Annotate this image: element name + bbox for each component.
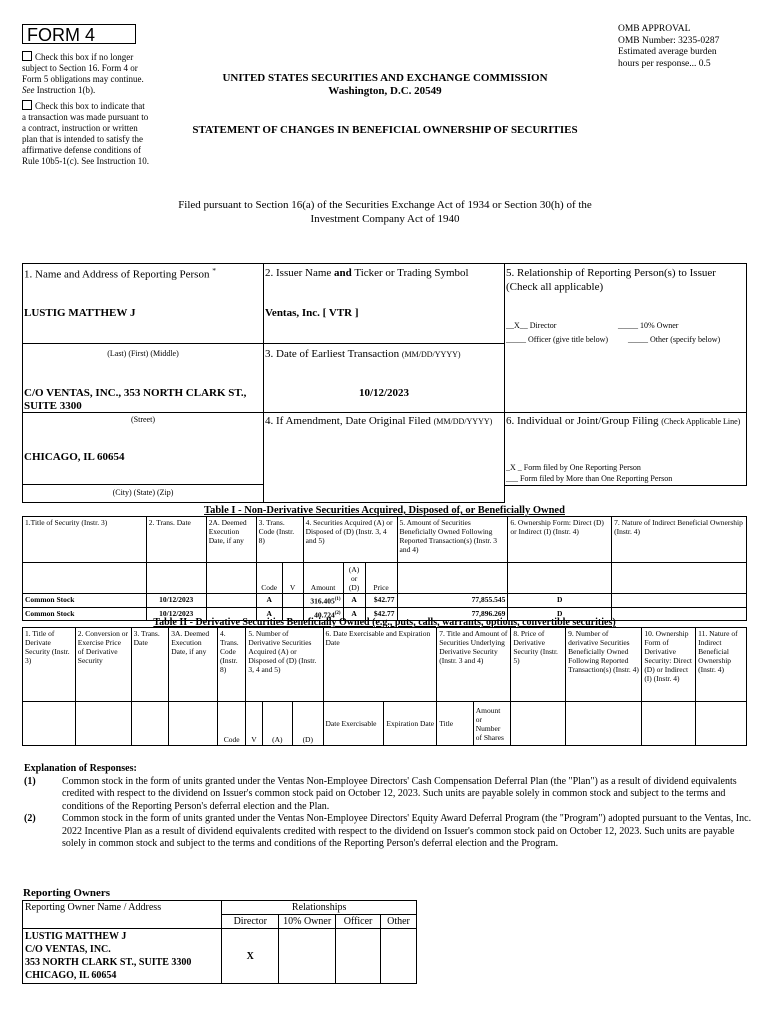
- t2-sub-a: (A): [262, 702, 292, 746]
- t2-h-nature: 11. Nature of Indirect Beneficial Ownership (Instr. 4): [696, 628, 747, 702]
- t2-h-underlying: 7. Title and Amount of Securities Underlying Derivative Security (Instr. 3 and 4): [437, 628, 511, 702]
- agency-heading: UNITED STATES SECURITIES AND EXCHANGE COMMISSION Washington, D.C. 20549: [222, 72, 548, 97]
- reporting-person-box: [22, 263, 264, 503]
- name-sublabel: (Last) (First) (Middle): [107, 349, 179, 358]
- explanation-section: [24, 763, 754, 851]
- reporting-owners-table: [22, 900, 417, 984]
- t1-h-nature: 7. Nature of Indirect Beneficial Ownership (Instr. 4): [612, 517, 747, 563]
- box2-label: 2. Issuer Name and Ticker or Trading Symbol: [265, 267, 469, 279]
- table1-row: Common Stock 10/12/2023 A 40.724$^{(2)}$ A $42.77 77,896.269 D: [23, 607, 747, 621]
- t1-sub-v: V: [282, 563, 303, 594]
- box5-label: 5. Relationship of Reporting Person(s) to Issuer (Check all applicable): [506, 267, 716, 293]
- t1-sub-amount: Amount: [303, 563, 343, 594]
- t1-h-form: 6. Ownership Form: Direct (D) or Indirect (I) (Instr. 4): [508, 517, 612, 563]
- table2-title: Table II - Derivative Securities Beneficially Owned (e.g., puts, calls, warrants, options, convertible securities): [153, 617, 616, 628]
- issuer-box: [263, 263, 505, 503]
- explanation-heading: Explanation of Responses:: [24, 763, 137, 774]
- issuer-name: Ventas, Inc. [ VTR ]: [265, 307, 359, 319]
- relationship-box: [504, 263, 747, 486]
- t1-sub-price: Price: [365, 563, 397, 594]
- t2-h-form: 10. Ownership Form of Derivative Security: Direct (D) or Indirect (I) (Instr. 4): [642, 628, 696, 702]
- relationships-header: Relationships: [222, 901, 417, 915]
- t1-h-code: 3. Trans. Code (Instr. 8): [256, 517, 303, 563]
- t2-sub-date-exercisable: Date Exercisable: [323, 702, 384, 746]
- t2-sub-code: Code: [217, 702, 245, 746]
- officer-header: Officer: [336, 915, 381, 929]
- t1-h-date: 2. Trans. Date: [146, 517, 206, 563]
- director-header: Director: [222, 915, 279, 929]
- other-option: _____ Other (specify below): [628, 335, 721, 344]
- table2: [22, 627, 747, 746]
- footnote-1: (1) Common stock in the form of units granted under the Ventas Non-Employee Directors' Cash Compensation Deferral Plan (the "Plan") as a result of dividend equivalents credited with respect to the dividend on Issuer's common stock paid on October 12, 2023. Such units are payable solely in common stock and subject to the terms and conditions of the Reporting Person's deferral election and the Plan.: [24, 775, 737, 812]
- t2-h-deemed: 3A. Deemed Execution Date, if any: [169, 628, 218, 702]
- box3-label: 3. Date of Earliest Transaction (MM/DD/YYYY): [265, 348, 461, 360]
- owner-name-header: Reporting Owner Name / Address: [23, 901, 222, 929]
- t1-sub-ad: (A) or (D): [343, 563, 365, 594]
- t2-sub-d: (D): [293, 702, 323, 746]
- t2-sub-expiration: Expiration Date: [384, 702, 437, 746]
- owner-row: [23, 929, 417, 984]
- t2-sub-amount: Amount or Number of Shares: [473, 702, 511, 746]
- box6-label: 6. Individual or Joint/Group Filing (Check Applicable Line): [506, 415, 741, 427]
- footnote-2: (2) Common stock in the form of units granted under the Ventas Non-Employee Directors' Equity Award Deferral Program (the "Program") adopted pursuant to the Ventas, Inc. 2022 Incentive Plan as a result of dividend equivalents credited with respect to the dividend on Issuer's common stock paid on October 12, 2023. Such units are payable solely in common stock and subject to the terms and conditions of the Reporting Person's deferral election and the Program.: [24, 813, 752, 849]
- statement-title: STATEMENT OF CHANGES IN BENEFICIAL OWNERSHIP OF SECURITIES: [192, 124, 578, 136]
- owners-heading: Reporting Owners: [23, 887, 111, 899]
- t2-h-date: 3. Trans. Date: [131, 628, 169, 702]
- ten-percent-header: 10% Owner: [279, 915, 336, 929]
- t2-h-title: 1. Title of Derivate Security (Instr. 3): [23, 628, 76, 702]
- t2-h-number: 5. Number of Derivative Securities Acquired (A) or Disposed of (D) (Instr. 3, 4 and 5): [246, 628, 323, 702]
- omb-approval: OMB APPROVAL OMB Number: 3235-0287 Estimated average burden hours per response... 0.5: [618, 24, 720, 69]
- filed-pursuant: Filed pursuant to Section 16(a) of the Securities Exchange Act of 1934 or Section 30(h) of the Investment Company Act of 1940: [178, 199, 592, 225]
- t2-h-exercisable: 6. Date Exercisable and Expiration Date: [323, 628, 437, 702]
- t1-h-title: 1.Title of Security (Instr. 3): [23, 517, 147, 563]
- t2-h-code: 4. Trans. Code (Instr. 8): [217, 628, 245, 702]
- t1-sub-code: Code: [256, 563, 282, 594]
- other-header: Other: [381, 915, 417, 929]
- director-mark: X: [222, 929, 279, 984]
- city-sublabel: (City) (State) (Zip): [112, 488, 174, 497]
- ten-percent-option: _____ 10% Owner: [618, 321, 679, 330]
- checkbox-10b5-1[interactable]: [22, 100, 32, 110]
- reporting-person-street: C/O VENTAS, INC., 353 NORTH CLARK ST., SUITE 3300: [24, 387, 247, 412]
- t1-h-owned: 5. Amount of Securities Beneficially Owned Following Reported Transaction(s) (Instr. 3 and 4): [397, 517, 508, 563]
- form-title: FORM 4: [22, 24, 136, 44]
- t1-h-deemed: 2A. Deemed Execution Date, if any: [206, 517, 256, 563]
- one-person-filing: _X _ Form filed by One Reporting Person: [506, 463, 641, 472]
- reporting-person-name: LUSTIG MATTHEW J: [24, 307, 136, 319]
- t2-h-number-owned: 9. Number of derivative Securities Beneficially Owned Following Reported Transaction(s) (Instr. 4): [566, 628, 642, 702]
- owner-address: LUSTIG MATTHEW J C/O VENTAS, INC. 353 NORTH CLARK ST., SUITE 3300 CHICAGO, IL 60654: [23, 929, 222, 984]
- t2-sub-title: Title: [437, 702, 474, 746]
- t1-h-acquired: 4. Securities Acquired (A) or Disposed of (D) (Instr. 3, 4 and 5): [303, 517, 397, 563]
- earliest-transaction-date: 10/12/2023: [358, 387, 410, 399]
- t2-h-price: 8. Price of Derivative Security (Instr. 5): [511, 628, 566, 702]
- check-box-10b5-1: Check this box to indicate that a transaction was made pursuant to a contract, instruction or written plan that is intended to satisfy the affirmative defense conditions of Rule 10b5-1(c). See Instruction 10.: [22, 101, 149, 166]
- check-box-section16: Check this box if no longer subject to Section 16. Form 4 or Form 5 obligations may continue. See Instruction 1(b).: [22, 52, 144, 95]
- officer-option: _____ Officer (give title below): [506, 335, 609, 344]
- checkbox-section16[interactable]: [22, 51, 32, 61]
- t2-h-conversion: 2. Conversion or Exercise Price of Derivative Security: [75, 628, 131, 702]
- box4-label: 4. If Amendment, Date Original Filed (MM/DD/YYYY): [265, 415, 493, 427]
- t2-sub-v: V: [246, 702, 262, 746]
- box1-label: 1. Name and Address of Reporting Person *: [24, 266, 216, 281]
- table1-row: Common Stock 10/12/2023 A 316.405$^{(1)}$ A $42.77 77,855.545 D: [23, 594, 747, 608]
- multi-person-filing: ___ Form filed by More than One Reporting Person: [506, 474, 673, 483]
- reporting-person-city: CHICAGO, IL 60654: [24, 451, 125, 463]
- table1-title: Table I - Non-Derivative Securities Acquired, Disposed of, or Beneficially Owned: [204, 505, 565, 516]
- street-sublabel: (Street): [131, 415, 155, 424]
- table1: [22, 516, 747, 621]
- director-option: __X__ Director: [506, 321, 557, 330]
